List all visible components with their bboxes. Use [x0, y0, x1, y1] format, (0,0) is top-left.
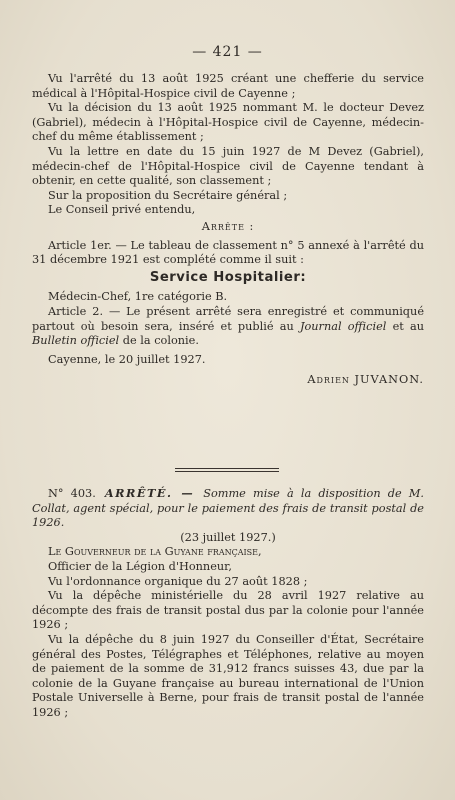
place-date: Cayenne, le 20 juillet 1927. [48, 352, 206, 366]
article-2-text: Article 2. — Le présent arrêté sera enregistré et communiqué partout où besoin sera, inséré et publié au [32, 304, 424, 333]
visa-paragraph: Sur la proposition du Secrétaire général ; [48, 188, 288, 202]
officier-line: Officier de la Légion d'Honneur, [48, 559, 232, 573]
service-heading: Service Hospitalier: [149, 269, 307, 285]
visa-paragraph: Vu la lettre en date du 15 juin 1927 de M Devez (Gabriel), médecin-chef de l'Hôpital-Hospice civil de Cayenne tendant à obtenir, en cette qualité, son classement ; [32, 144, 424, 188]
article-2-text: de la colonie. [119, 334, 199, 348]
arrete-402-body [32, 72, 424, 388]
journal-officiel: Journal officiel [299, 319, 387, 333]
arrete-title-line [32, 486, 424, 531]
visa-paragraph: Vu la dépêche ministérielle du 28 avril 1927 relative au décompte des frais de transit postal dus par la colonie pour l'année 1926 ; [32, 589, 424, 632]
visa-paragraph: Le Conseil privé entendu, [48, 203, 196, 217]
arrete-number: N° 403. [48, 487, 96, 500]
page-number: — 421 — [192, 44, 263, 60]
arrete-date: (23 juillet 1927.) [180, 530, 276, 544]
arrete-word: ARRÊTÉ. — [95, 486, 204, 500]
gouverneur-line: Le Gouverneur de la Guyane française, [48, 545, 262, 559]
grade-line: Médecin-Chef, 1re catégorie B. [48, 290, 228, 304]
arrete-403-body [32, 486, 424, 721]
section-separator [175, 468, 279, 469]
visa-paragraph: Vu l'ordonnance organique du 27 août 1828 ; [48, 574, 308, 588]
bulletin-officiel: Bulletin officiel [32, 334, 120, 348]
signature: Adrien JUVANON. [307, 373, 424, 387]
article-1: Article 1er. — Le tableau de classement n° 5 annexé à l'arrêté du 31 décembre 1921 est complété comme il suit : [32, 238, 424, 267]
visa-paragraph: Vu l'arrêté du 13 août 1925 créant une chefferie du service médical à l'Hôpital-Hospice civil de Cayenne ; [32, 72, 424, 100]
arrete-heading: Arrête : [201, 219, 255, 233]
article-2 [32, 305, 424, 349]
article-2-text: et au [386, 319, 424, 333]
visa-paragraph: Vu la dépêche du 8 juin 1927 du Conseiller d'État, Secrétaire général des Postes, Télégraphes et Téléphones, relative au moyen de paiement de la somme de 31,912 francs suisses 43, due par la colonie de la Guyane française au bureau international de l'Union Postale Universelle à Berne, pour frais de transit postal de l'année 1926 ; [32, 632, 424, 719]
visa-paragraph: Vu la décision du 13 août 1925 nommant M. le docteur Devez (Gabriel), médecin à l'Hôpital-Hospice civil de Cayenne, médecin-chef du même établissement ; [32, 101, 424, 144]
arrete-title: Somme mise à la disposition de M. Collat, agent spécial, pour le paiement des frais de transit postal de 1926. [32, 487, 424, 530]
